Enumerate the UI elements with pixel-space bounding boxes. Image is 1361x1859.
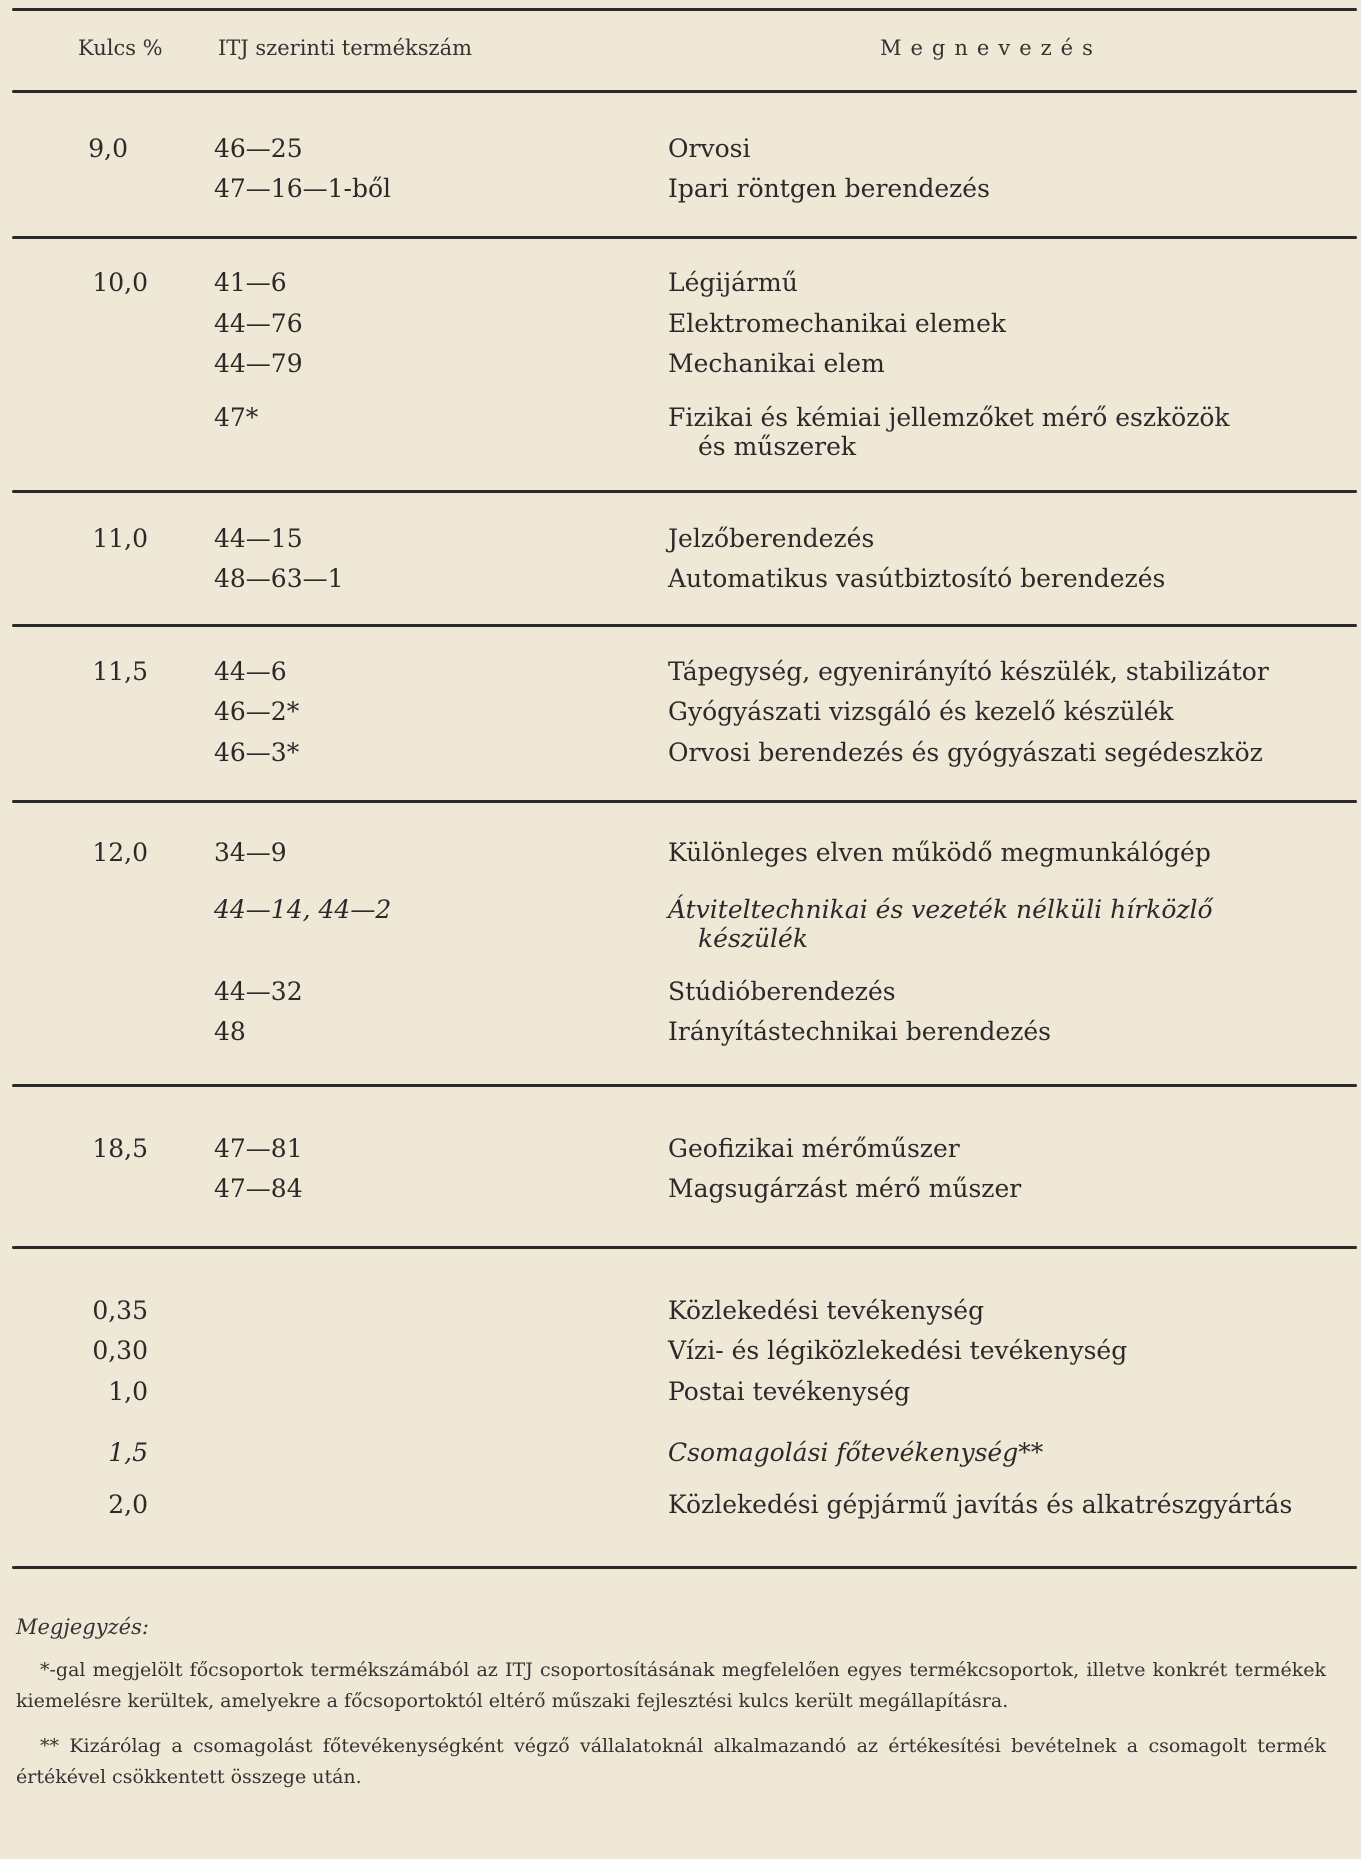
product-code: 44—79	[214, 349, 303, 378]
activity-name: Közlekedési gépjármű javítás és alkatrészgyártás	[668, 1490, 1293, 1519]
product-code: 46—25	[214, 134, 303, 163]
activity-rate: 0,30	[92, 1336, 148, 1365]
product-name: Különleges elven működő megmunkálógép	[668, 838, 1211, 867]
product-code: 34—9	[214, 838, 287, 867]
group-rule	[12, 624, 1357, 627]
product-code: 44—6	[214, 657, 287, 686]
group-rule	[12, 490, 1357, 493]
product-name: Orvosi	[668, 134, 751, 163]
product-name: Orvosi berendezés és gyógyászati segédeszköz	[668, 738, 1263, 767]
product-code: 44—14, 44—2	[214, 895, 392, 924]
product-name: Geofizikai mérőműszer	[668, 1134, 960, 1163]
product-name: Jelzőberendezés	[668, 524, 875, 553]
product-name: Automatikus vasútbiztosító berendezés	[668, 564, 1166, 593]
header-name: Megnevezés	[880, 36, 1102, 60]
notes	[16, 1612, 1326, 1793]
group-rate: 12,0	[92, 838, 148, 867]
activity-name: Vízi- és légiközlekedési tevékenység	[668, 1336, 1128, 1365]
product-name: Légijármű	[668, 268, 798, 297]
product-name-cont: és műszerek	[698, 432, 857, 461]
activity-name: Csomagolási főtevékenység**	[668, 1438, 1044, 1467]
group-rule	[12, 1084, 1357, 1087]
product-code: 48	[214, 1017, 246, 1046]
product-name-cont: készülék	[698, 924, 808, 953]
activity-rate: 0,35	[92, 1296, 148, 1325]
product-code: 47—84	[214, 1174, 303, 1203]
activity-rate: 1,5	[108, 1438, 148, 1467]
product-code: 41—6	[214, 268, 287, 297]
bottom-rule	[12, 1566, 1357, 1569]
product-code: 44—76	[214, 309, 303, 338]
product-name: Ipari röntgen berendezés	[668, 174, 990, 203]
product-code: 47—81	[214, 1134, 303, 1163]
header-rate: Kulcs %	[78, 36, 163, 60]
product-name: Magsugárzást mérő műszer	[668, 1174, 1022, 1203]
activity-name: Közlekedési tevékenység	[668, 1296, 985, 1325]
group-rate: 18,5	[92, 1134, 148, 1163]
group-rate: 11,0	[92, 524, 148, 553]
product-code: 44—15	[214, 524, 303, 553]
product-code: 46—3*	[214, 738, 300, 767]
group-rate: 10,0	[92, 268, 148, 297]
header-itj: ITJ szerinti termékszám	[218, 36, 473, 60]
product-name: Mechanikai elem	[668, 349, 885, 378]
product-code: 48—63—1	[214, 564, 344, 593]
product-name: Elektromechanikai elemek	[668, 309, 1007, 338]
product-name: Irányítástechnikai berendezés	[668, 1017, 1052, 1046]
group-rule	[12, 800, 1357, 803]
activity-rate: 2,0	[108, 1490, 148, 1519]
product-name: Stúdióberendezés	[668, 977, 896, 1006]
product-name: Átviteltechnikai és vezeték nélküli hírközlő	[668, 895, 1213, 924]
group-rate: 9,0	[88, 134, 128, 163]
note-1: *-gal megjelölt főcsoportok termékszámából az ITJ csoportosításának megfelelően egyes termékcsoportok, illetve konkrét termékek kiemelésre kerültek, amelyekre a főcsoportoktól eltérő műszaki fejlesztési kulcs került megállapításra.	[16, 1659, 1326, 1712]
activity-rate: 1,0	[108, 1377, 148, 1406]
group-rate: 11,5	[92, 657, 148, 686]
product-code: 47—16—1-ből	[214, 174, 392, 203]
product-name: Gyógyászati vizsgáló és kezelő készülék	[668, 697, 1174, 726]
notes-title: Megjegyzés:	[16, 1615, 149, 1639]
header-rule	[12, 90, 1357, 93]
note-2: ** Kizárólag a csomagolást főtevékenységként végző vállalatoknál alkalmazandó az értékesítési bevételnek a csomagolt termék értékével csökkentett összege után.	[16, 1735, 1326, 1788]
product-name: Fizikai és kémiai jellemzőket mérő eszközök	[668, 403, 1230, 432]
activity-name: Postai tevékenység	[668, 1377, 911, 1406]
group-rule	[12, 236, 1357, 239]
product-code: 46—2*	[214, 697, 300, 726]
product-code: 47*	[214, 403, 259, 432]
product-name: Tápegység, egyenirányító készülék, stabilizátor	[668, 657, 1269, 686]
group-rule	[12, 1246, 1357, 1249]
product-code: 44—32	[214, 977, 303, 1006]
top-rule	[12, 8, 1357, 11]
